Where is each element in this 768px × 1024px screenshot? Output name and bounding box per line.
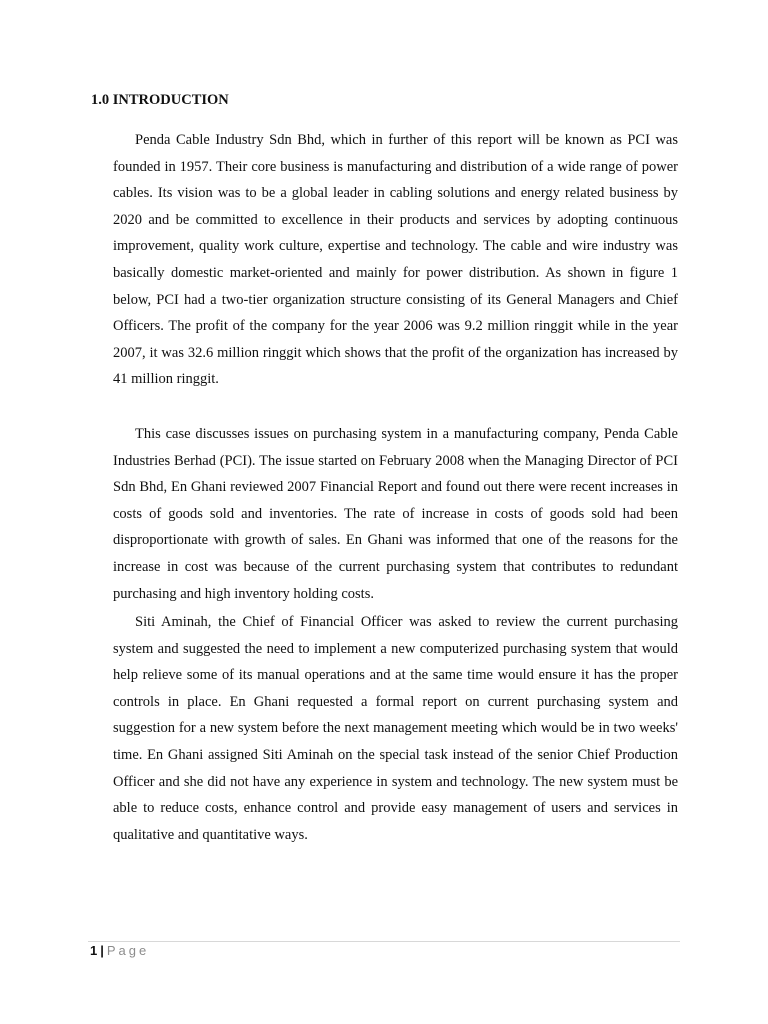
footer-divider [88,941,680,942]
page-separator: | [100,943,104,958]
section-heading: 1.0 INTRODUCTION [91,92,229,108]
page-label: Page [106,943,150,958]
page-number: 1 [90,943,98,958]
paragraph-task-assignment: Siti Aminah, the Chief of Financial Officer was asked to review the current purchasing system and suggested the need to implement a new computerized purchasing system that would help relieve some of its manual operations and at the same time would ensure it has the proper controls in place. En Ghani requested a formal report on current purchasing system and suggestion for a new system before the next management meeting which would be in two weeks' time. En Ghani assigned Siti Aminah on the special task instead of the senior Chief Production Officer and she did not have any experience in system and technology. The new system must be able to reduce costs, enhance control and provide easy management of users and services in qualitative and quantitative ways. [113,614,678,843]
page-footer [90,943,149,958]
paragraph-company-background: Penda Cable Industry Sdn Bhd, which in further of this report will be known as PCI was founded in 1957. Their core business is manufacturing and distribution of a wide range of power cables. Its vision was to be a global leader in cabling solutions and energy related business by 2020 and be committed to excellence in their products and services by adopting continuous improvement, quality work culture, expertise and technology. The cable and wire industry was basically domestic market-oriented and mainly for power distribution. As shown in figure 1 below, PCI had a two-tier organization structure consisting of its General Managers and Chief Officers. The profit of the company for the year 2006 was 9.2 million ringgit while in the year 2007, it was 32.6 million ringgit which shows that the profit of the organization has increased by 41 million ringgit. [113,132,678,388]
paragraph-case-issue: This case discusses issues on purchasing system in a manufacturing company, Penda Cable Industries Berhad (PCI). The issue started on February 2008 when the Managing Director of PCI Sdn Bhd, En Ghani reviewed 2007 Financial Report and found out there were recent increases in costs of goods sold and inventories. The rate of increase in costs of goods sold had been disproportionate with growth of sales. En Ghani was informed that one of the reasons for the increase in cost was because of the current purchasing system that contributes to redundant purchasing and high inventory holding costs. [113,426,678,602]
